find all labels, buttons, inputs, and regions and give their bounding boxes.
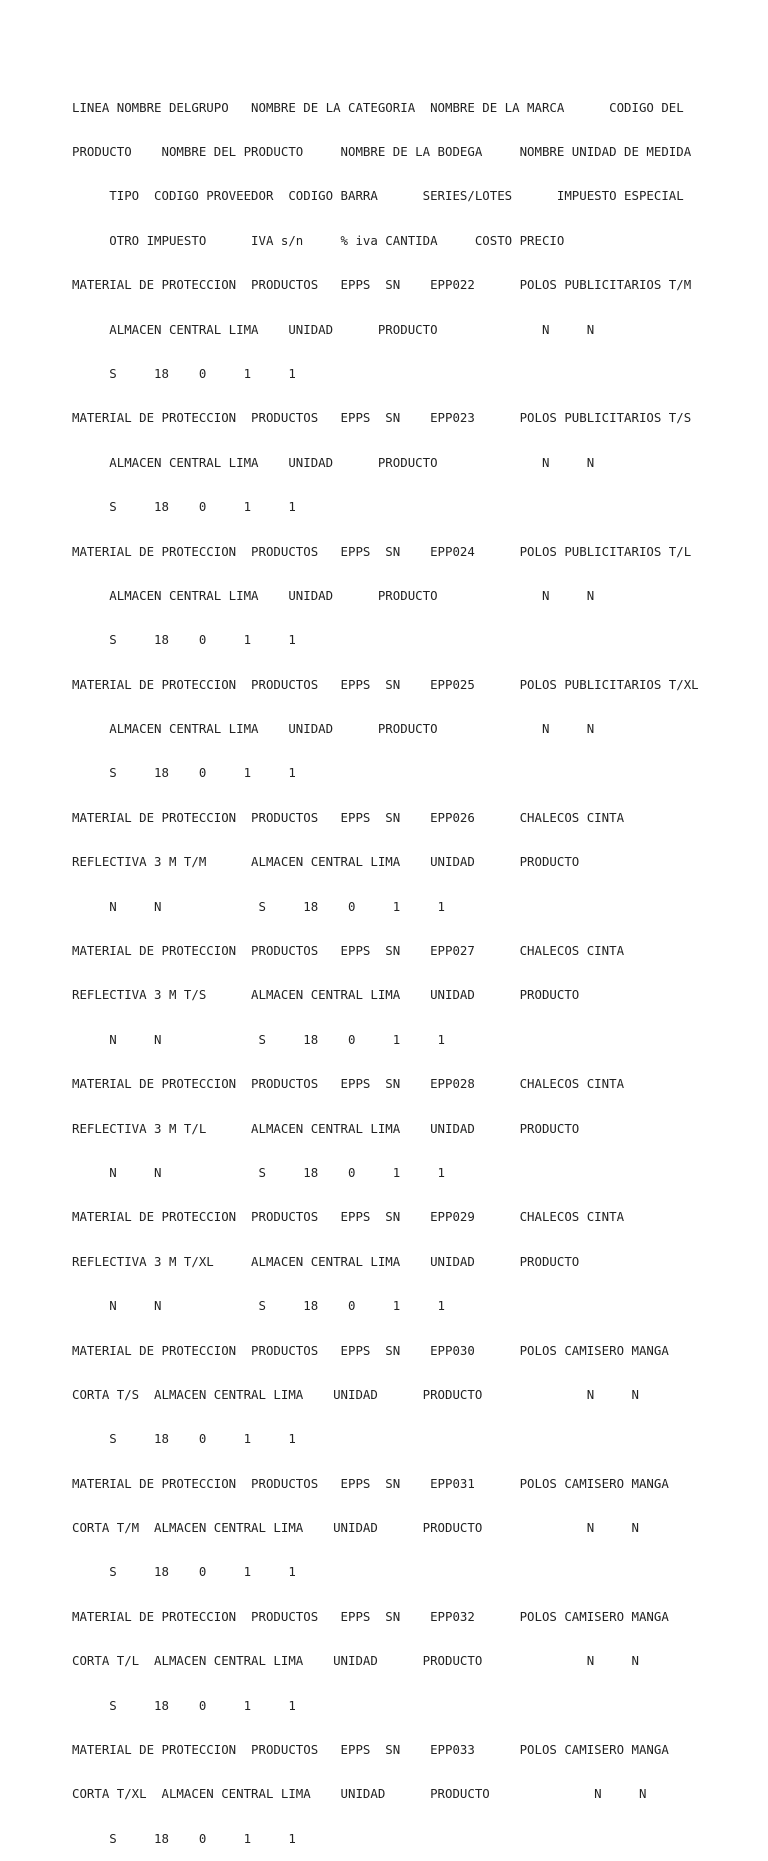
record-line: ALMACEN CENTRAL LIMA UNIDAD PRODUCTO N N (72, 721, 595, 737)
record-line: ALMACEN CENTRAL LIMA UNIDAD PRODUCTO N N (72, 587, 595, 603)
record-line: CORTA T/XL ALMACEN CENTRAL LIMA UNIDAD PRODUCTO N N (72, 1786, 647, 1802)
record-line: MATERIAL DE PROTECCION PRODUCTOS EPPS SN EPP030 POLOS CAMISERO MANGA (72, 1342, 669, 1358)
header-line: PRODUCTO NOMBRE DEL PRODUCTO NOMBRE DE LA BODEGA NOMBRE UNIDAD DE MEDIDA (72, 143, 692, 159)
record-line: MATERIAL DE PROTECCION PRODUCTOS EPPS SN EPP022 POLOS PUBLICITARIOS T/M (72, 277, 692, 293)
header-line: LINEA NOMBRE DELGRUPO NOMBRE DE LA CATEGORIA NOMBRE DE LA MARCA CODIGO DEL (72, 99, 684, 115)
record-line: MATERIAL DE PROTECCION PRODUCTOS EPPS SN EPP026 CHALECOS CINTA (72, 809, 625, 825)
record-line: MATERIAL DE PROTECCION PRODUCTOS EPPS SN EPP024 POLOS PUBLICITARIOS T/L (72, 543, 692, 559)
header-line: TIPO CODIGO PROVEEDOR CODIGO BARRA SERIES/LOTES IMPUESTO ESPECIAL (72, 188, 684, 204)
record-line: S 18 0 1 1 (72, 1564, 296, 1580)
record-line: REFLECTIVA 3 M T/M ALMACEN CENTRAL LIMA UNIDAD PRODUCTO (72, 854, 580, 870)
record-line: S 18 0 1 1 (72, 1830, 296, 1846)
record-line: REFLECTIVA 3 M T/S ALMACEN CENTRAL LIMA UNIDAD PRODUCTO (72, 987, 580, 1003)
record-line: S 18 0 1 1 (72, 765, 296, 781)
product-report (72, 71, 699, 1861)
record-line: S 18 0 1 1 (72, 499, 296, 515)
record-line: REFLECTIVA 3 M T/L ALMACEN CENTRAL LIMA UNIDAD PRODUCTO (72, 1120, 580, 1136)
record-line: CORTA T/L ALMACEN CENTRAL LIMA UNIDAD PRODUCTO N N (72, 1653, 639, 1669)
record-line: N N S 18 0 1 1 (72, 1164, 445, 1180)
record-line: S 18 0 1 1 (72, 365, 296, 381)
record-line: ALMACEN CENTRAL LIMA UNIDAD PRODUCTO N N (72, 321, 595, 337)
record-line: REFLECTIVA 3 M T/XL ALMACEN CENTRAL LIMA UNIDAD PRODUCTO (72, 1253, 580, 1269)
record-line: N N S 18 0 1 1 (72, 1298, 445, 1314)
record-line: MATERIAL DE PROTECCION PRODUCTOS EPPS SN EPP028 CHALECOS CINTA (72, 1076, 625, 1092)
record-line: MATERIAL DE PROTECCION PRODUCTOS EPPS SN EPP029 CHALECOS CINTA (72, 1209, 625, 1225)
record-line: S 18 0 1 1 (72, 1431, 296, 1447)
record-line: MATERIAL DE PROTECCION PRODUCTOS EPPS SN EPP031 POLOS CAMISERO MANGA (72, 1475, 669, 1491)
record-line: S 18 0 1 1 (72, 1697, 296, 1713)
record-line: MATERIAL DE PROTECCION PRODUCTOS EPPS SN EPP027 CHALECOS CINTA (72, 943, 625, 959)
record-line: CORTA T/M ALMACEN CENTRAL LIMA UNIDAD PRODUCTO N N (72, 1520, 639, 1536)
record-line: CORTA T/S ALMACEN CENTRAL LIMA UNIDAD PRODUCTO N N (72, 1386, 639, 1402)
header-line: OTRO IMPUESTO IVA s/n % iva CANTIDA COSTO PRECIO (72, 232, 565, 248)
record-line: ALMACEN CENTRAL LIMA UNIDAD PRODUCTO N N (72, 454, 595, 470)
record-line: N N S 18 0 1 1 (72, 898, 445, 914)
record-line: MATERIAL DE PROTECCION PRODUCTOS EPPS SN EPP033 POLOS CAMISERO MANGA (72, 1742, 669, 1758)
record-line: MATERIAL DE PROTECCION PRODUCTOS EPPS SN EPP025 POLOS PUBLICITARIOS T/XL (72, 676, 699, 692)
record-line: N N S 18 0 1 1 (72, 1031, 445, 1047)
record-line: MATERIAL DE PROTECCION PRODUCTOS EPPS SN EPP032 POLOS CAMISERO MANGA (72, 1608, 669, 1624)
record-line: MATERIAL DE PROTECCION PRODUCTOS EPPS SN EPP023 POLOS PUBLICITARIOS T/S (72, 410, 692, 426)
record-line: S 18 0 1 1 (72, 632, 296, 648)
